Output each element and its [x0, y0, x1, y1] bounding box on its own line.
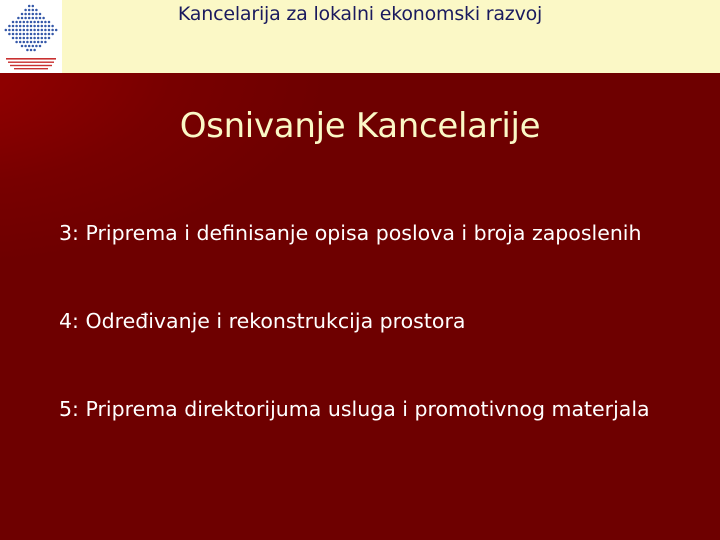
- bullet-item: 5: Priprema direktorijuma usluga i promotivnog materjala: [59, 397, 650, 421]
- bullet-item: 4: Određivanje i rekonstrukcija prostora: [59, 309, 466, 333]
- slide-title: Osnivanje Kancelarije: [179, 106, 541, 146]
- bullet-item: 3: Priprema i definisanje opisa poslova i broja zaposlenih: [59, 221, 642, 245]
- header-title: Kancelarija za lokalni ekonomski razvoj: [177, 3, 543, 25]
- bullet-list: [59, 218, 679, 424]
